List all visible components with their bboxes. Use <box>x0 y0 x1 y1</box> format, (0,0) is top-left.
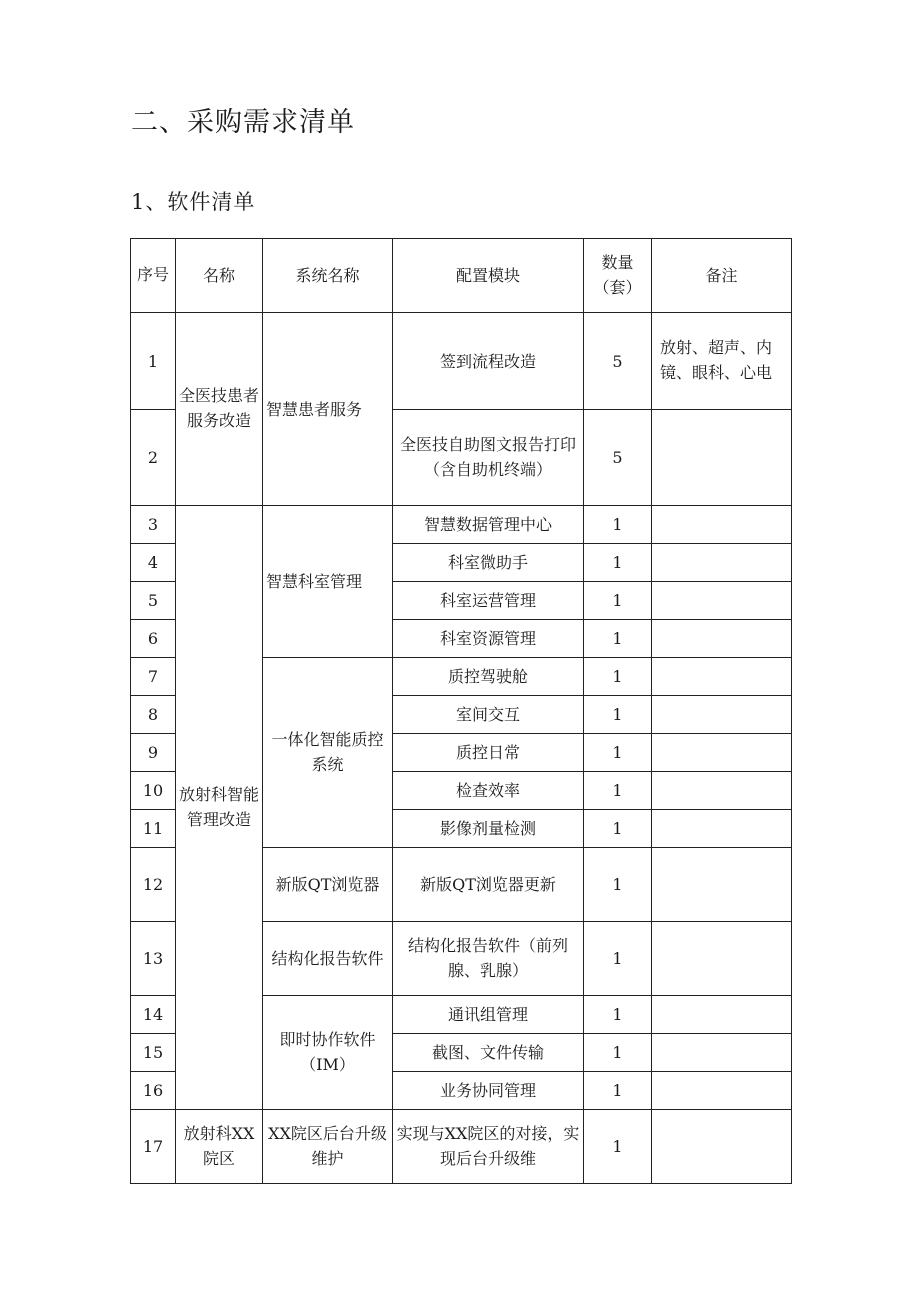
cell-system-name: 新版QT浏览器 <box>263 848 393 922</box>
cell-module: 业务协同管理 <box>393 1072 584 1110</box>
cell-qty: 1 <box>584 922 652 996</box>
cell-system-name: 结构化报告软件 <box>263 922 393 996</box>
cell-note: 放射、超声、内镜、眼科、心电 <box>652 313 792 410</box>
cell-seq: 6 <box>131 620 176 658</box>
cell-seq: 12 <box>131 848 176 922</box>
cell-note <box>652 810 792 848</box>
cell-system-name: 即时协作软件（IM） <box>263 996 393 1110</box>
cell-system-name: 智慧科室管理 <box>263 506 393 658</box>
cell-module: 科室微助手 <box>393 544 584 582</box>
cell-qty: 5 <box>584 410 652 506</box>
cell-qty: 1 <box>584 658 652 696</box>
cell-note <box>652 410 792 506</box>
cell-note <box>652 658 792 696</box>
cell-qty: 1 <box>584 1034 652 1072</box>
cell-qty: 1 <box>584 582 652 620</box>
cell-note <box>652 922 792 996</box>
header-seq: 序号 <box>131 239 176 313</box>
cell-seq: 5 <box>131 582 176 620</box>
cell-seq: 9 <box>131 734 176 772</box>
table-row <box>131 1110 792 1184</box>
cell-seq: 11 <box>131 810 176 848</box>
cell-qty: 1 <box>584 848 652 922</box>
cell-seq: 14 <box>131 996 176 1034</box>
cell-module: 全医技自助图文报告打印（含自助机终端） <box>393 410 584 506</box>
header-note: 备注 <box>652 239 792 313</box>
cell-group-name: 放射科XX院区 <box>176 1110 263 1184</box>
cell-group-name: 全医技患者服务改造 <box>176 313 263 506</box>
cell-note <box>652 506 792 544</box>
cell-seq: 1 <box>131 313 176 410</box>
cell-qty: 1 <box>584 1072 652 1110</box>
cell-note <box>652 996 792 1034</box>
cell-note <box>652 620 792 658</box>
table-row <box>131 506 792 544</box>
cell-qty: 1 <box>584 810 652 848</box>
cell-seq: 17 <box>131 1110 176 1184</box>
cell-module: 结构化报告软件（前列腺、乳腺） <box>393 922 584 996</box>
cell-seq: 4 <box>131 544 176 582</box>
cell-module: 质控驾驶舱 <box>393 658 584 696</box>
cell-module: 检查效率 <box>393 772 584 810</box>
cell-seq: 15 <box>131 1034 176 1072</box>
cell-qty: 1 <box>584 996 652 1034</box>
header-module: 配置模块 <box>393 239 584 313</box>
cell-qty: 1 <box>584 544 652 582</box>
cell-note <box>652 848 792 922</box>
section-heading: 二、采购需求清单 <box>131 107 355 138</box>
cell-module: 新版QT浏览器更新 <box>393 848 584 922</box>
cell-module: 智慧数据管理中心 <box>393 506 584 544</box>
cell-group-name: 放射科智能管理改造 <box>176 506 263 1110</box>
cell-module: 签到流程改造 <box>393 313 584 410</box>
cell-seq: 13 <box>131 922 176 996</box>
cell-seq: 8 <box>131 696 176 734</box>
cell-seq: 10 <box>131 772 176 810</box>
cell-system-name: 一体化智能质控系统 <box>263 658 393 848</box>
cell-module: 科室资源管理 <box>393 620 584 658</box>
cell-note <box>652 1034 792 1072</box>
cell-note <box>652 696 792 734</box>
cell-system-name: XX院区后台升级维护 <box>263 1110 393 1184</box>
cell-note <box>652 544 792 582</box>
cell-module: 室间交互 <box>393 696 584 734</box>
cell-module: 质控日常 <box>393 734 584 772</box>
cell-qty: 1 <box>584 696 652 734</box>
cell-seq: 16 <box>131 1072 176 1110</box>
cell-note <box>652 734 792 772</box>
cell-qty: 1 <box>584 734 652 772</box>
cell-seq: 2 <box>131 410 176 506</box>
cell-note <box>652 582 792 620</box>
cell-qty: 1 <box>584 620 652 658</box>
software-list-table <box>130 238 792 1184</box>
cell-qty: 5 <box>584 313 652 410</box>
header-name: 名称 <box>176 239 263 313</box>
header-system: 系统名称 <box>263 239 393 313</box>
cell-qty: 1 <box>584 506 652 544</box>
cell-note <box>652 1072 792 1110</box>
cell-module: 通讯组管理 <box>393 996 584 1034</box>
cell-note <box>652 1110 792 1184</box>
cell-module: 截图、文件传输 <box>393 1034 584 1072</box>
cell-system-name: 智慧患者服务 <box>263 313 393 506</box>
table-header-row <box>131 239 792 313</box>
cell-module: 科室运营管理 <box>393 582 584 620</box>
cell-note <box>652 772 792 810</box>
cell-qty: 1 <box>584 1110 652 1184</box>
cell-seq: 7 <box>131 658 176 696</box>
cell-module: 影像剂量检测 <box>393 810 584 848</box>
cell-qty: 1 <box>584 772 652 810</box>
cell-module: 实现与XX院区的对接，实现后台升级维 <box>393 1110 584 1184</box>
header-qty: 数量（套） <box>584 239 652 313</box>
table-row <box>131 313 792 410</box>
subsection-heading: 1、软件清单 <box>131 190 256 214</box>
cell-seq: 3 <box>131 506 176 544</box>
